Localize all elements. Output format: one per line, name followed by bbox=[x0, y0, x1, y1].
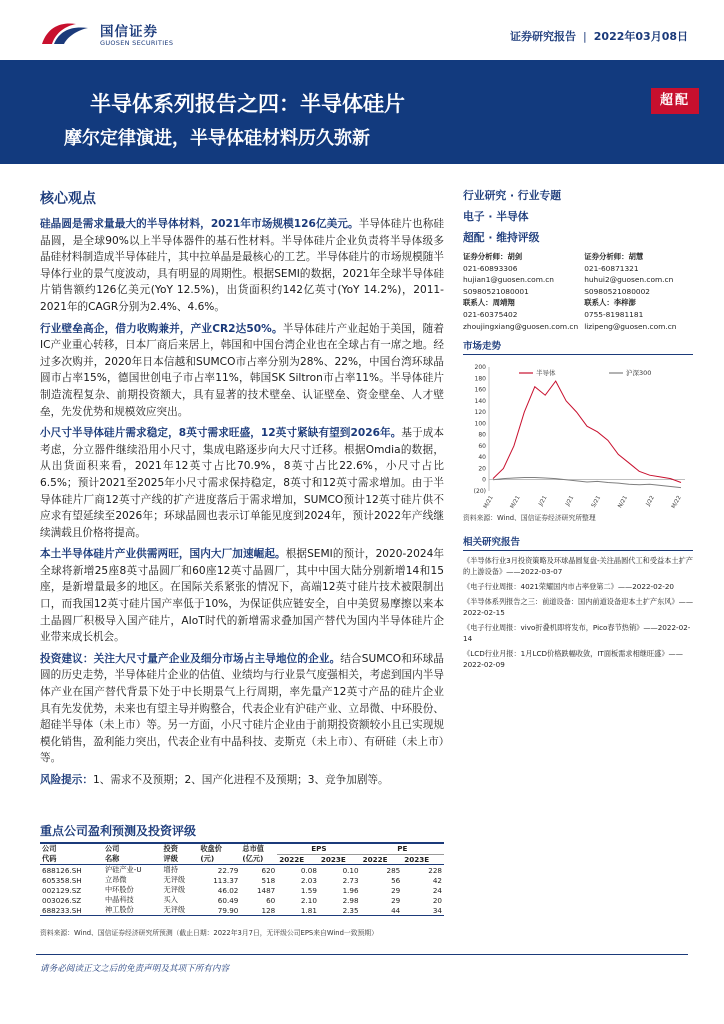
table-cell: 22.79 bbox=[217, 865, 239, 875]
report-date: 2022年03月08日 bbox=[593, 30, 688, 43]
y-tick-label: 40 bbox=[478, 454, 486, 462]
core-views bbox=[40, 188, 444, 794]
table-cell: 285 bbox=[386, 865, 401, 875]
y-tick-label: 160 bbox=[474, 386, 486, 394]
table-cell: 688233.SH bbox=[40, 905, 103, 916]
analyst-card: 联系人：李梓澎 0755-81981181 lizipeng@guosen.com.cn bbox=[584, 298, 677, 331]
table-cell: 1.96 bbox=[342, 885, 359, 895]
core-paragraph: 硅晶圆是需求量最大的半导体材料，2021年市场规模126亿美元。半导体硅片也称硅晶圆，是全球90%以上半导体器件的基石性材料。半导体硅片企业负责将半导体级多晶硅材料制造成半导体硅片，其中拉单晶是最核心的工艺。半导体硅片的市场规模随半导体行业的景气度波动，具有明显的周期性。根据SEMI的数据，2021年全球半导体硅片销售额约126亿美元(YoY 12.5%)，出货面积约142亿英寸(YoY 14.2%)，2011-2021年的CAGR分别为2.4%、4.6%。 bbox=[40, 218, 444, 313]
x-tick-label: N/21 bbox=[617, 495, 630, 510]
footer-divider bbox=[36, 954, 688, 955]
y-tick-label: 80 bbox=[478, 431, 486, 439]
logo-icon bbox=[40, 20, 92, 48]
y-tick-label: 60 bbox=[478, 443, 486, 451]
legend-label: 沪深300 bbox=[626, 369, 652, 378]
x-tick-label: M/22 bbox=[670, 495, 683, 510]
table-cell: 34 bbox=[402, 905, 444, 916]
table-cell: 2.03 bbox=[300, 875, 317, 885]
y-tick-label: 0 bbox=[482, 476, 486, 484]
related-report-link[interactable]: 《LCD行业月报：1月LCD价格跌幅收敛，IT面板需求相继旺盛》——2022-02-09 bbox=[463, 649, 683, 670]
sector-label: 电子 · 半导体 bbox=[463, 210, 529, 223]
report-type: 证券研究报告 bbox=[510, 30, 577, 43]
table-source: 资料来源：Wind、国信证券经济研究所预测（截止日期：2022年3月7日，无评级公司EPS来自Wind一致预期） bbox=[40, 929, 378, 937]
table-cell: 无评级 bbox=[163, 875, 186, 884]
table-cell: 中环股份 bbox=[104, 885, 134, 894]
risk-paragraph: 风险提示：1、需求不及预期；2、国产化进程不及预期；3、竞争加剧等。 bbox=[40, 774, 389, 786]
y-tick-label: 100 bbox=[474, 420, 486, 428]
core-paragraph: 投资建议：关注大尺寸量产企业及细分市场占主导地位的企业。结合SUMCO和环球晶圆的历史走势，半导体硅片企业的估值、业绩均与行业景气度强相关，考虑到国内半导体产业在国产替代背景下处于中长期景气上行周期，率先量产12英寸产品的硅片企业具有先发优势，未来也有望主导并购整合，代表企业有沪硅产业、立昂微、中环股份、超硅半导体（未上市）等。另一方面，小尺寸硅片企业由于前期投资额较小且已实现规模化销售，盈利能力突出，代表企业有中晶科技、麦斯克（未上市）、有研硅（未上市）等。 bbox=[40, 652, 444, 765]
table-cell: 24 bbox=[432, 885, 442, 895]
table-cell: 中晶科技 bbox=[104, 895, 134, 904]
title-banner bbox=[0, 60, 724, 164]
core-paragraph: 行业壁垒高企，借力收购兼并，产业CR2达50%。半导体硅片产业起始于美国，随着IC产业重心转移，日本厂商后来居上，韩国和中国台湾企业也在全球占有一席之地。经过多次购并，2020年日本信越和SUMCO市占率分别为28%、22%，中国台湾环球晶圆市占率15%，德国世创电子市占率11%，韩国SK Siltron市占率11%。半导体硅片制造流程复杂、前期投资额大，具有显著的技术壁垒、认证壁垒、资金壁垒、人才壁垒，先发优势和规模效应突出。 bbox=[40, 322, 445, 418]
table-cell: 688126.SH bbox=[42, 865, 82, 875]
table-cell: 518 bbox=[261, 875, 276, 885]
related-reports bbox=[463, 555, 693, 670]
table-cell: 1.81 bbox=[277, 905, 319, 916]
industry-label: 行业研究 · 行业专题 bbox=[463, 189, 561, 202]
rating-line: 超配 · 维持评级 bbox=[463, 231, 540, 244]
y-tick-label: 120 bbox=[474, 409, 486, 417]
sidebar bbox=[463, 188, 693, 674]
table-cell: 无评级 bbox=[162, 905, 199, 916]
table-cell: 1487 bbox=[256, 885, 276, 895]
table-cell: 2.35 bbox=[319, 905, 361, 916]
y-tick-label: 20 bbox=[478, 465, 486, 473]
related-report-link[interactable]: 《半导体系列报告之三：前道设备：国内前道设备迎本土扩产东风》——2022-02-15 bbox=[463, 597, 694, 618]
x-tick-label: J/21 bbox=[564, 495, 576, 508]
table-cell: 1.59 bbox=[300, 885, 317, 895]
related-report-link[interactable]: 《半导体行业3月投资策略及环球晶圆复盘-关注晶圆代工和受益本土扩产的上游设备》——2022-03-07 bbox=[463, 556, 693, 577]
y-tick-label: 140 bbox=[474, 397, 486, 405]
table-header-row: 公司 公司 投资 收盘价 总市值 EPS PE bbox=[40, 843, 444, 854]
core-heading: 核心观点 bbox=[40, 191, 96, 207]
market-trend-chart bbox=[463, 359, 693, 509]
x-tick-label: J/22 bbox=[645, 495, 656, 508]
rating-badge: 超配 bbox=[651, 88, 699, 114]
series-line-hs300 bbox=[493, 478, 681, 488]
table-cell: 0.10 bbox=[342, 865, 359, 875]
table-cell: 20 bbox=[432, 895, 442, 905]
x-tick-label: M/21 bbox=[509, 495, 522, 510]
related-report-link[interactable]: 《电子行业周报：4021荣耀国内市占率登第二》——2022-02-20 bbox=[463, 582, 675, 592]
logo-en: GUOSEN SECURITIES bbox=[100, 39, 174, 47]
core-paragraph: 本土半导体硅片产业供需两旺，国内大厂加速崛起。根据SEMI的预计，2020-2024年全球将新增25座8英寸晶圆厂和60座12英寸晶圆厂，其中中国大陆分别新增14和15座，是新增量最多的地区。在国际关系紧张的情况下，高端12英寸硅片技术被限制出口，而我国12英寸硅片国产率低于10%，为保证供应链安全，自中美贸易摩擦以来本土晶圆厂积极导入国产硅片，AIoT时代的新增需求叠加国产替代为国内半导体硅片企业带来成长机会。 bbox=[40, 548, 444, 644]
core-paragraph: 小尺寸半导体硅片需求稳定，8英寸需求旺盛，12英寸紧缺有望到2026年。基于成本考虑，分立器件继续沿用小尺寸，集成电路逐步向大尺寸迁移。根据Omdia的数据，从出货面积来看，2021年12英寸占比70.9%，8英寸占比22.6%，小尺寸占比6.5%；预计2021至2025年小尺寸需求保持稳定，8英寸和12英寸需求增加。由于半导体硅片厂商12英寸产线的扩产进度落后于需求增加，SUMCO预计12英寸硅片供不应求有望延续至2026年；环球晶圆也表示订单能见度到2024年，预计2022年产线继续满载且价格将提高。 bbox=[40, 427, 444, 539]
table-cell: 605358.SH bbox=[42, 875, 82, 885]
legend-label: 半导体 bbox=[536, 369, 556, 378]
table-cell: 128 bbox=[240, 905, 277, 916]
table-cell: 42 bbox=[432, 875, 442, 885]
trend-chart-svg bbox=[463, 359, 693, 509]
table-title: 重点公司盈利预测及投资评级 bbox=[40, 824, 197, 838]
chart-source: 资料来源：Wind、国信证券经济研究所整理 bbox=[463, 514, 596, 523]
table-cell: 003026.SZ bbox=[42, 895, 82, 905]
table-cell: 买入 bbox=[163, 895, 178, 904]
analyst-contacts bbox=[463, 251, 693, 332]
logo-cn: 国信证券 bbox=[100, 24, 158, 40]
table-cell: 2.98 bbox=[342, 895, 359, 905]
x-tick-label: J/21 bbox=[538, 495, 549, 508]
forecast-table bbox=[40, 842, 444, 916]
table-cell: 60.49 bbox=[217, 895, 239, 905]
y-tick-label: 180 bbox=[474, 375, 486, 383]
table-cell: 44 bbox=[361, 905, 403, 916]
x-tick-label: M/21 bbox=[482, 495, 495, 510]
y-tick-label: (20) bbox=[473, 488, 486, 496]
table-row bbox=[40, 865, 444, 876]
table-cell: 002129.SZ bbox=[42, 885, 82, 895]
table-row bbox=[40, 875, 444, 885]
disclaimer-footer: 请务必阅读正文之后的免责声明及其项下所有内容 bbox=[40, 964, 230, 974]
table-cell: 79.90 bbox=[198, 905, 240, 916]
table-cell: 228 bbox=[428, 865, 442, 875]
table-cell: 增持 bbox=[163, 865, 178, 874]
table-cell: 46.02 bbox=[217, 885, 239, 895]
x-tick-label: S/21 bbox=[590, 495, 603, 509]
table-cell: 无评级 bbox=[163, 885, 186, 894]
table-cell: 60 bbox=[266, 895, 276, 905]
table-cell: 29 bbox=[391, 885, 401, 895]
market-trend-title: 市场走势 bbox=[463, 338, 693, 355]
analyst-card: 证券分析师：胡剑 021-60893306 hujian1@guosen.com.cn S0980521080001 bbox=[463, 252, 554, 296]
table-row bbox=[40, 885, 444, 895]
table-row bbox=[40, 895, 444, 905]
table-cell: 0.08 bbox=[300, 865, 317, 875]
table-cell: 2.10 bbox=[300, 895, 317, 905]
table-row bbox=[40, 905, 444, 916]
report-title: 半导体系列报告之四：半导体硅片 bbox=[90, 92, 405, 116]
table-cell: 神工股份 bbox=[103, 905, 162, 916]
analyst-card: 联系人：周靖翔 021-60375402 zhoujingxiang@guosen.com.cn bbox=[463, 298, 579, 331]
related-title: 相关研究报告 bbox=[463, 534, 693, 551]
y-tick-label: 200 bbox=[474, 364, 486, 372]
table-cell: 29 bbox=[391, 895, 401, 905]
related-report-link[interactable]: 《电子行业周报：vivo折叠机即将发布，Pico春节热销》——2022-02-14 bbox=[463, 623, 691, 644]
header-meta: 证券研究报告 | 2022年03月08日 bbox=[510, 30, 688, 43]
report-subtitle: 摩尔定律演进，半导体硅材料历久弥新 bbox=[64, 128, 370, 149]
table-cell: 立昂微 bbox=[104, 875, 127, 884]
table-cell: 2.73 bbox=[342, 875, 359, 885]
series-line-semiconductor bbox=[493, 381, 681, 482]
table-cell: 113.37 bbox=[213, 875, 239, 885]
analyst-card: 证券分析师：胡慧 021-60871321 huhui2@guosen.com.cn S0980521080002 bbox=[584, 252, 674, 296]
page-header bbox=[0, 0, 724, 60]
table-cell: 620 bbox=[261, 865, 276, 875]
table-header-row: 代码 名称 评级 (元) (亿元) 2022E 2023E 2022E 2023E bbox=[40, 854, 444, 865]
table-cell: 沪硅产业-U bbox=[104, 865, 142, 874]
table-cell: 56 bbox=[391, 875, 401, 885]
